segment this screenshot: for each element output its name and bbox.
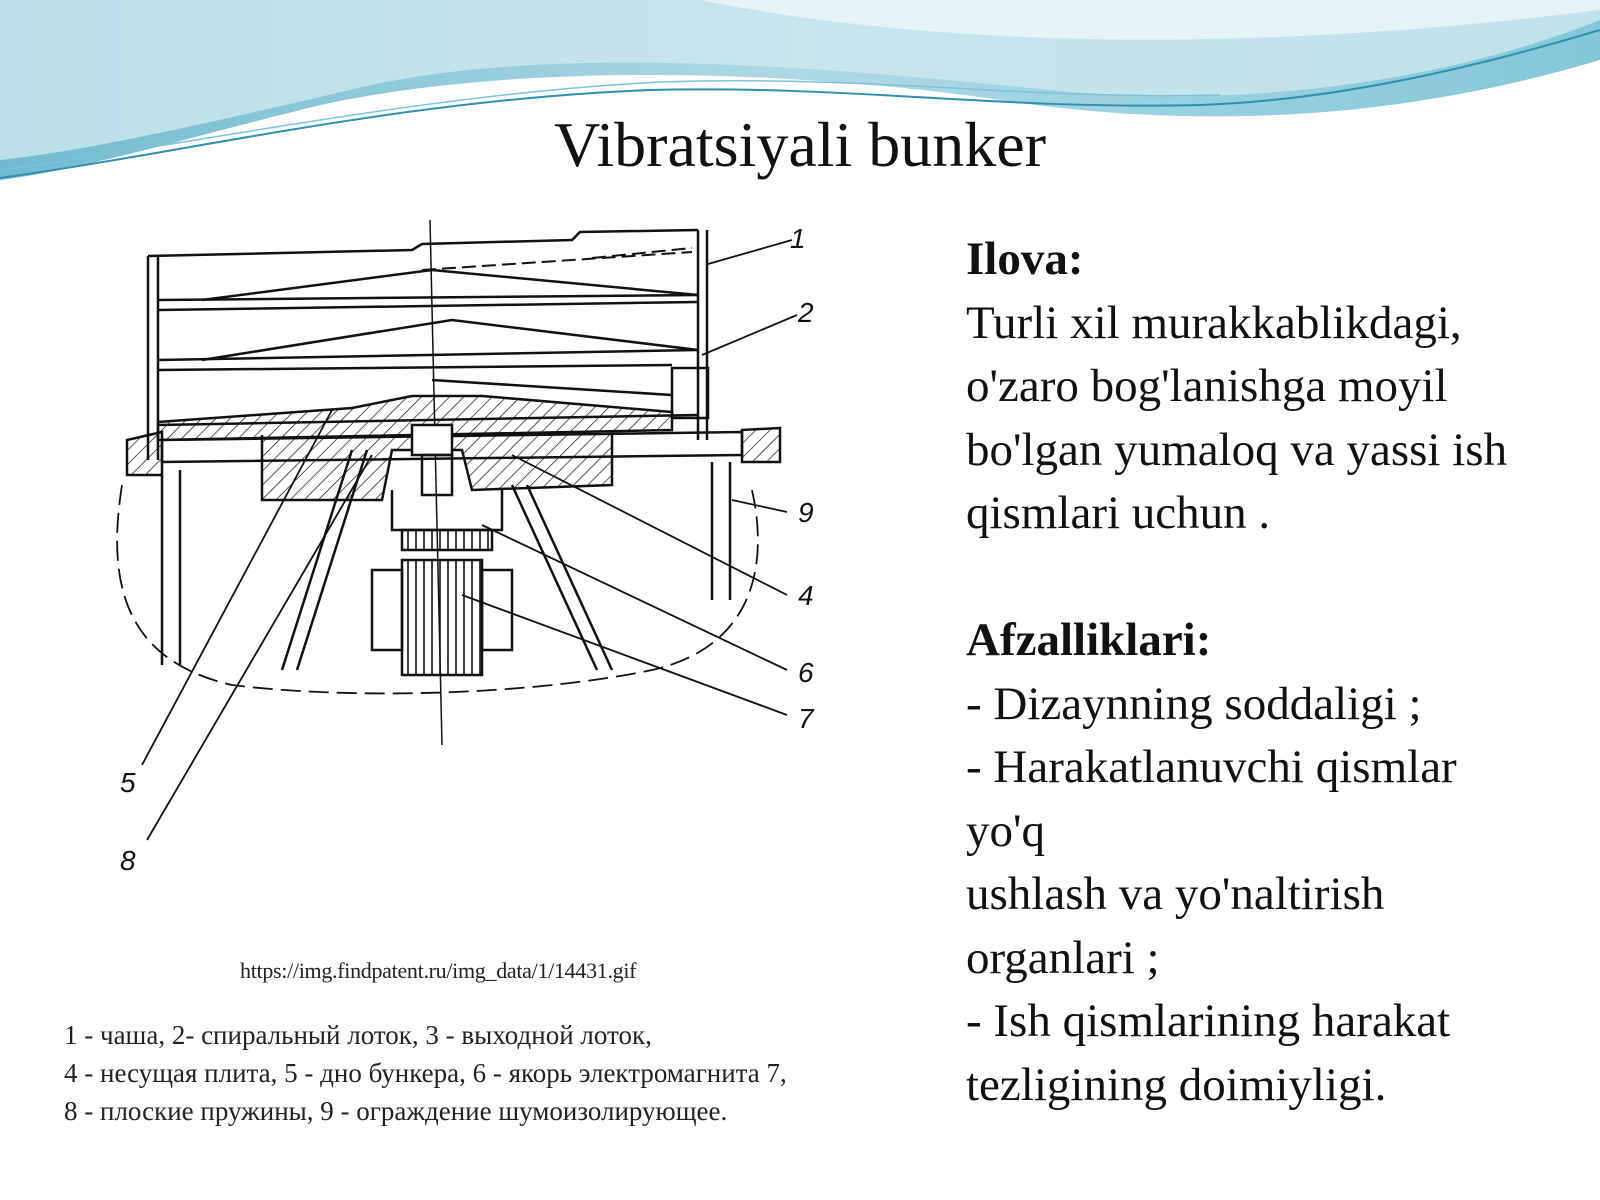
- diagram-label-6: 6: [798, 657, 814, 688]
- ilova-heading: Ilova:: [966, 233, 1084, 285]
- advantage-line: ushlash va yo'naltirish: [966, 868, 1385, 920]
- ilova-line: bo'lgan yumaloq va yassi ish: [966, 423, 1508, 476]
- diagram-label-8: 8: [120, 845, 136, 876]
- ilova-line: Turli xil murakkablikdagi,: [966, 296, 1462, 349]
- diagram-label-7: 7: [798, 703, 814, 734]
- diagram-label-2: 2: [798, 297, 814, 328]
- spacer: [966, 546, 1586, 610]
- advantage-line: tezligining doimiyligi.: [966, 1058, 1387, 1111]
- ilova-line: o'zaro bog'lanishga moyil: [966, 360, 1448, 412]
- diagram-label-5: 5: [120, 767, 136, 798]
- figure-source-url: https://img.findpatent.ru/img_data/1/14431.gif: [240, 958, 637, 983]
- diagram-label-9: 9: [798, 497, 814, 528]
- advantage-line: yo'q: [966, 804, 1045, 857]
- advantage-line: - Dizaynning soddaligi ;: [966, 677, 1422, 730]
- legend-line: 8 - плоские пружины, 9 - ограждение шумоизолирующее.: [64, 1096, 728, 1126]
- afzalliklari-heading: Afzalliklari:: [966, 614, 1212, 666]
- advantage-line: - Ish qismlarining harakat: [966, 995, 1451, 1047]
- legend-line: 4 - несущая плита, 5 - дно бункера, 6 - якорь электромагнита 7,: [64, 1058, 787, 1088]
- advantage-line: organlari ;: [966, 931, 1160, 984]
- slide-title: Vibratsiyali bunker: [553, 109, 1047, 180]
- figure-legend: [64, 1016, 944, 1130]
- ilova-line: qismlari uchun .: [966, 487, 1271, 539]
- legend-line: 1 - чаша, 2- спиральный лоток, 3 - выходной лоток,: [64, 1020, 652, 1050]
- bunker-drawing-svg: [52, 200, 872, 950]
- bunker-diagram: [52, 200, 872, 1130]
- diagram-label-4: 4: [798, 580, 814, 611]
- description-text: [966, 228, 1586, 1117]
- diagram-label-1: 1: [790, 223, 806, 254]
- advantage-line: - Harakatlanuvchi qismlar: [966, 741, 1457, 793]
